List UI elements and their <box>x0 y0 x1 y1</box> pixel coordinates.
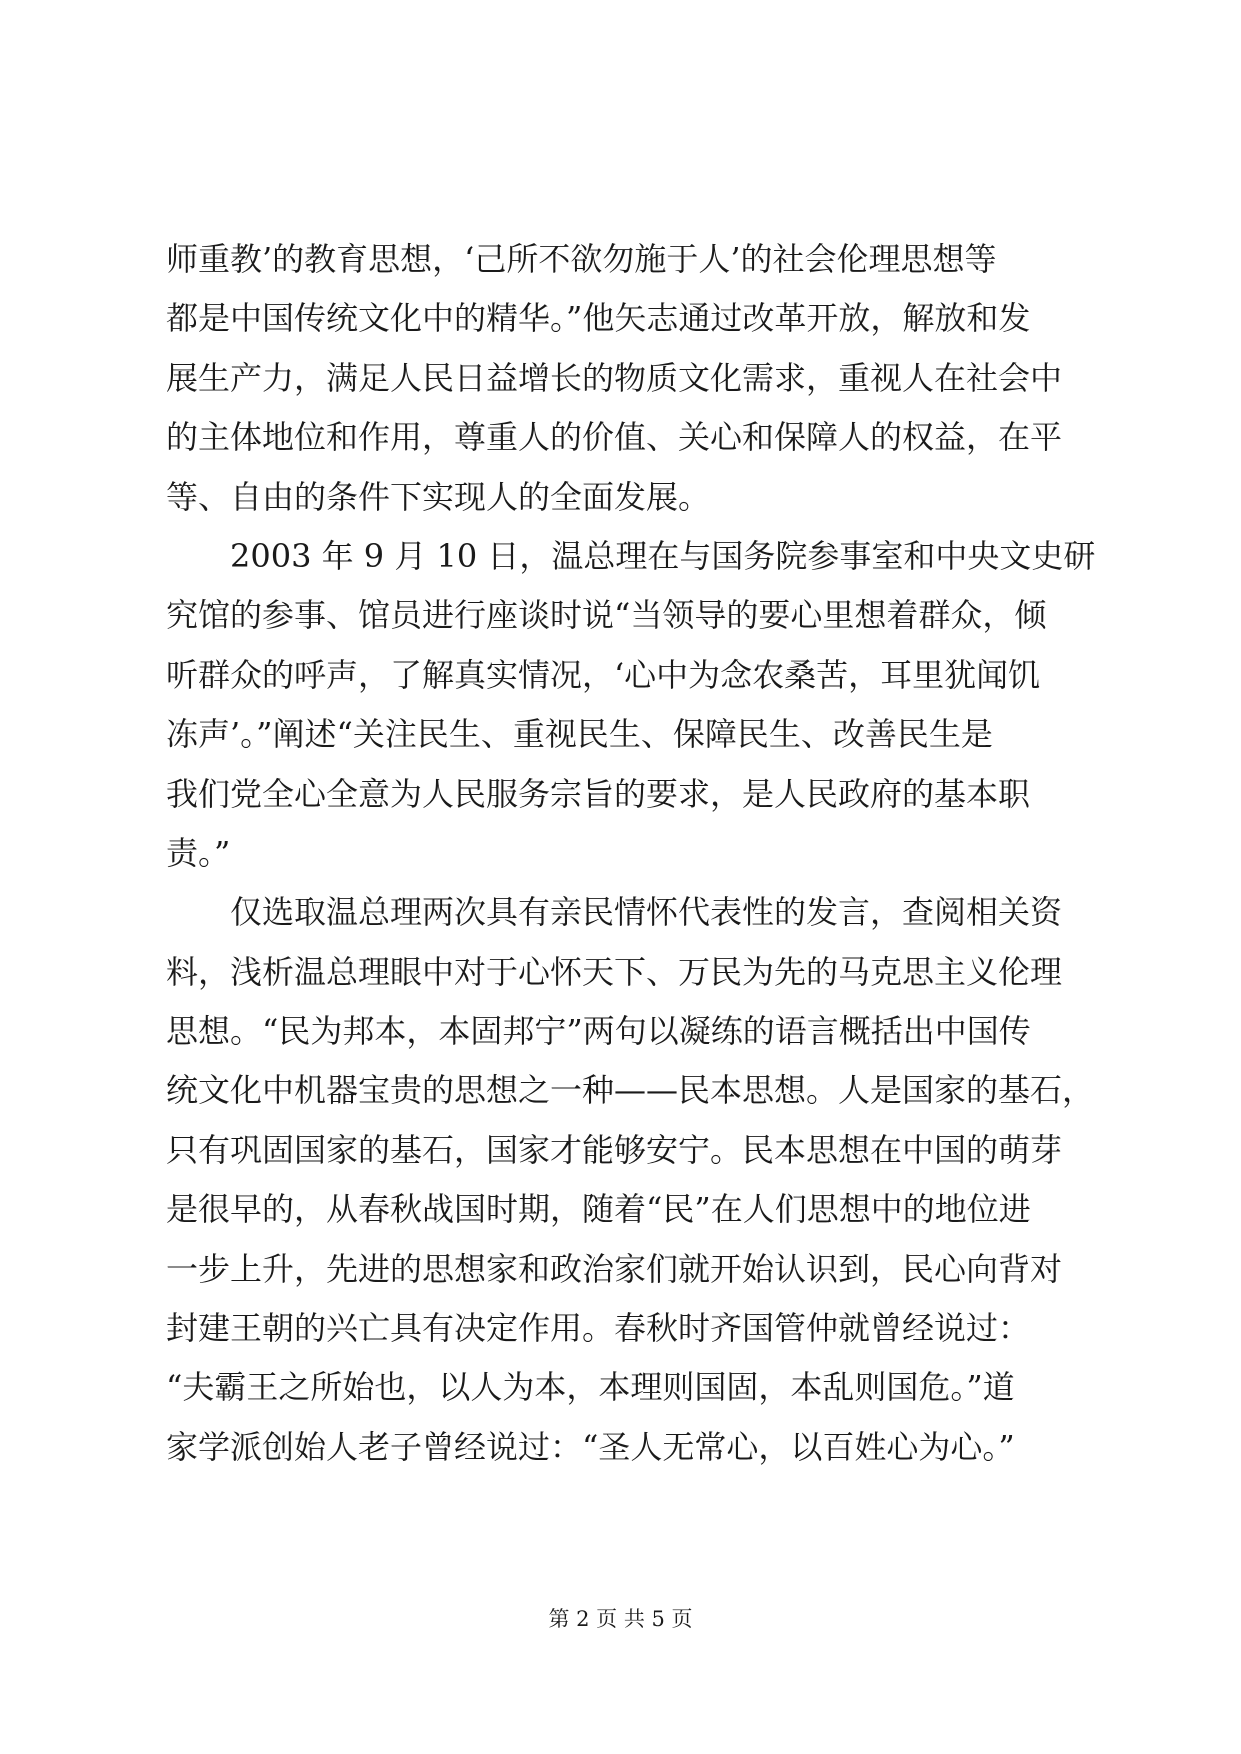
text-line: 等、自由的条件下实现人的全面发展。 <box>166 477 711 516</box>
text-line: 我们党全心全意为人民服务宗旨的要求，是人民政府的基本职 <box>166 774 1031 813</box>
text-line: 统文化中机器宝贵的思想之一种——民本思想。人是国家的基石， <box>166 1071 1095 1110</box>
text-line: “夫霸王之所始也，以人为本，本理则国固，本乱则国危。”道 <box>166 1368 1015 1407</box>
text-line: 展生产力，满足人民日益增长的物质文化需求，重视人在社会中 <box>166 358 1063 397</box>
text-line: 2003 年 9 月 10 日，温总理在与国务院参事室和中央文史研 <box>166 536 1096 575</box>
body-text <box>166 230 1096 1477</box>
text-line: 究馆的参事、馆员进行座谈时说“当领导的要心里想着群众，倾 <box>166 596 1047 635</box>
text-line: 只有巩固国家的基石，国家才能够安宁。民本思想在中国的萌芽 <box>166 1130 1063 1169</box>
text-line: 都是中国传统文化中的精华。”他矢志通过改革开放，解放和发 <box>166 299 1031 338</box>
text-line: 是很早的，从春秋战国时期，随着“民”在人们思想中的地位进 <box>166 1190 1031 1229</box>
text-line: 责。” <box>166 833 231 872</box>
text-line: 家学派创始人老子曾经说过：“圣人无常心，以百姓心为心。” <box>166 1427 1015 1466</box>
text-line: 仅选取温总理两次具有亲民情怀代表性的发言，查阅相关资 <box>166 893 1063 932</box>
text-line: 一步上升，先进的思想家和政治家们就开始认识到，民心向背对 <box>166 1249 1063 1288</box>
text-line: 封建王朝的兴亡具有决定作用。春秋时齐国管仲就曾经说过： <box>166 1309 1031 1348</box>
text-line: 的主体地位和作用，尊重人的价值、关心和保障人的权益，在平 <box>166 418 1063 457</box>
page-footer: 第 2 页 共 5 页 <box>548 1607 693 1631</box>
text-line: 冻声’。”阐述“关注民生、重视民生、保障民生、改善民生是 <box>166 715 993 754</box>
text-line: 听群众的呼声，了解真实情况，‘心中为念农桑苦，耳里犹闻饥 <box>166 655 1041 694</box>
text-line: 料，浅析温总理眼中对于心怀天下、万民为先的马克思主义伦理 <box>166 952 1063 991</box>
text-line: 师重教’的教育思想，‘己所不欲勿施于人’的社会伦理思想等 <box>166 240 997 278</box>
text-line: 思想。“民为邦本，本固邦宁”两句以凝练的语言概括出中国传 <box>166 1012 1031 1051</box>
